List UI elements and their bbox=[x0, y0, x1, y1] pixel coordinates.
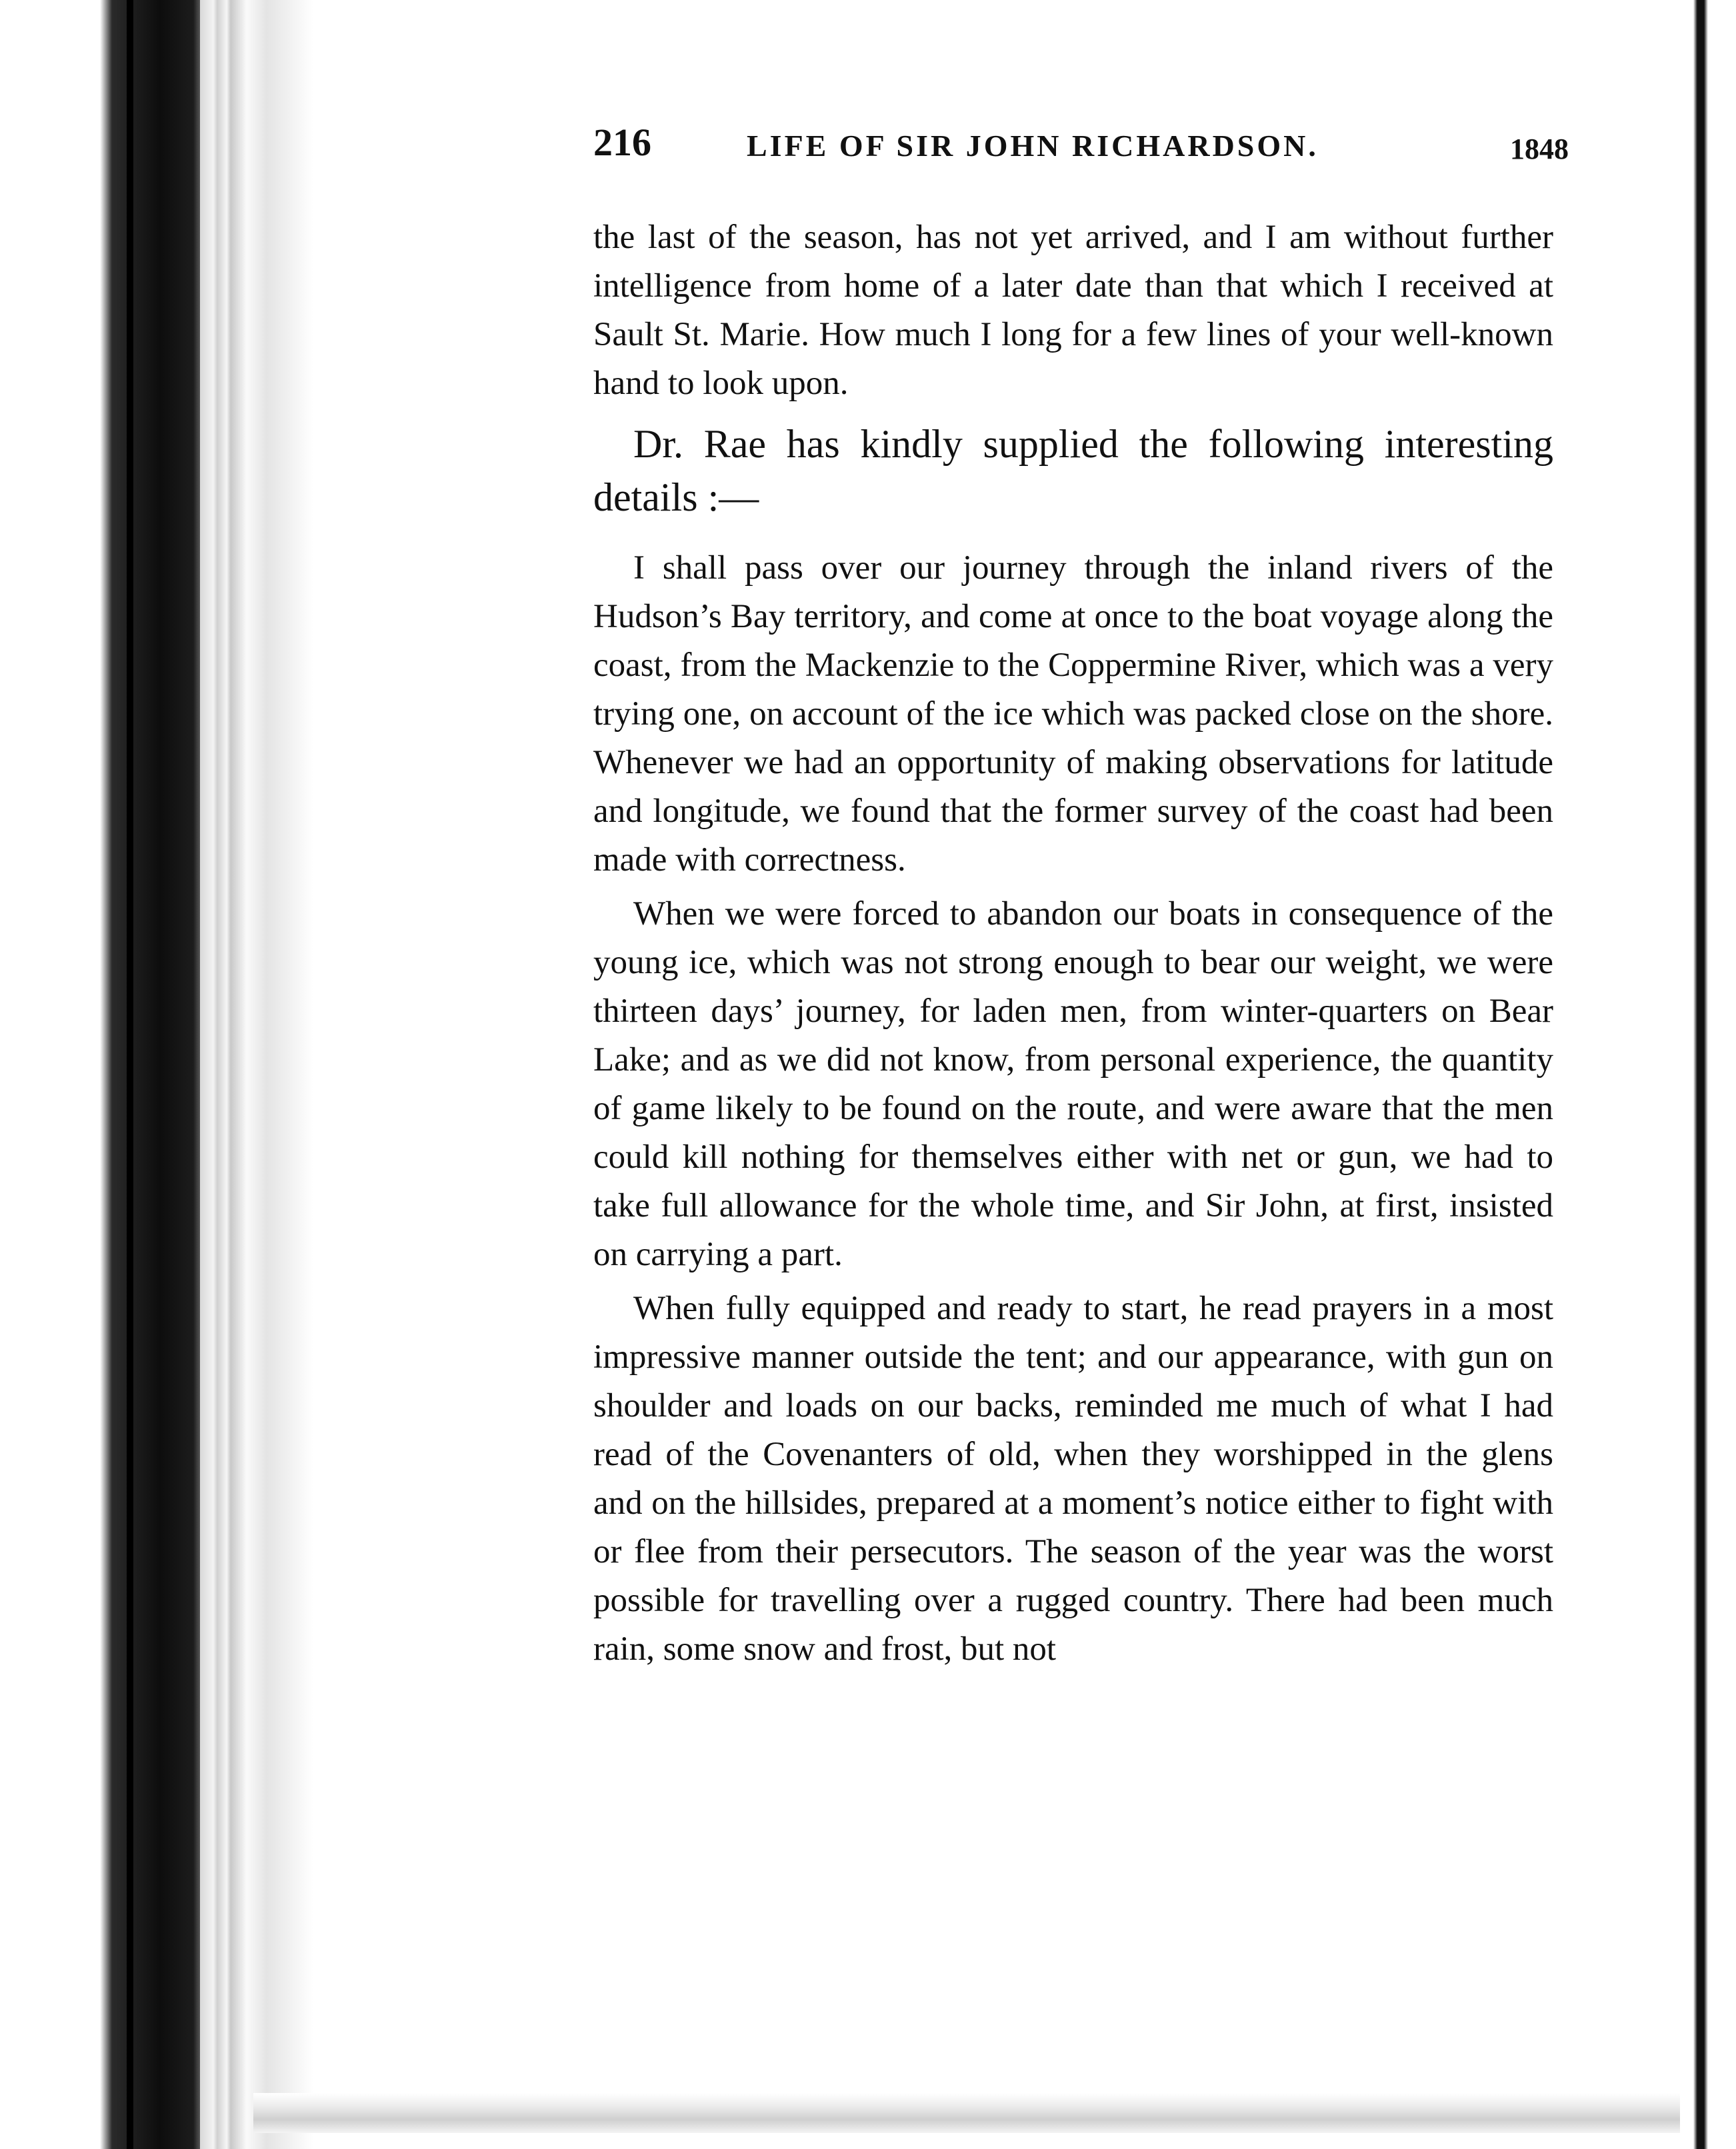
paragraph-intro: Dr. Rae has kindly supplied the following interesting details :— bbox=[593, 422, 1553, 519]
paragraph-quote-1: I shall pass over our journey through the inland rivers of the Hudson’s Bay territory, and come at once to the boat voyage along the coast, from the Mackenzie to the Coppermine River, which was a very trying one, on account of the ice which was packed close on the shore. Whenever we had an opportunity of making observations for latitude and longitude, we found that the former survey of the coast had been made with correctness. bbox=[593, 549, 1553, 879]
body-text bbox=[593, 213, 1553, 1674]
page-number: 216 bbox=[593, 121, 651, 164]
header-year: 1848 bbox=[1510, 133, 1569, 165]
book-binding bbox=[0, 0, 200, 2149]
spine-edge bbox=[127, 0, 133, 2149]
running-title: LIFE OF SIR JOHN RICHARDSON. bbox=[747, 129, 1319, 163]
book-page bbox=[547, 113, 1587, 1913]
running-header bbox=[547, 113, 1587, 187]
paragraph-quote-3: When fully equipped and ready to start, he read prayers in a most impressive manner outside the tent; and our appearance, with gun on shoulder and loads on our backs, reminded me much of what I had read of the Covenanters of old, when they worshipped in the glens and on the hillsides, prepared at a moment’s notice either to fight with or flee from their persecutors. The season of the year was the worst possible for travelling over a rugged country. There had been much rain, some snow and frost, but not bbox=[593, 1290, 1553, 1668]
page-edge-right bbox=[1680, 0, 1736, 2149]
page-edge-left bbox=[200, 0, 313, 2149]
page-edge-bottom bbox=[253, 2093, 1700, 2133]
paragraph-quote-2: When we were forced to abandon our boats in consequence of the young ice, which was not strong enough to bear our weight, we were thirteen days’ journey, for laden men, from winter-quarters on Bear Lake; and as we did not know, from personal experience, the quantity of game likely to be found on the route, and were aware that the men could kill nothing for themselves either with net or gun, we had to take full allowance for the whole time, and Sir John, at first, insisted on carrying a part. bbox=[593, 895, 1553, 1273]
paragraph-continuation: the last of the season, has not yet arrived, and I am without further intelligence from home of a later date than that which I received at Sault St. Marie. How much I long for a few lines of your well-known hand to look upon. bbox=[593, 219, 1553, 402]
